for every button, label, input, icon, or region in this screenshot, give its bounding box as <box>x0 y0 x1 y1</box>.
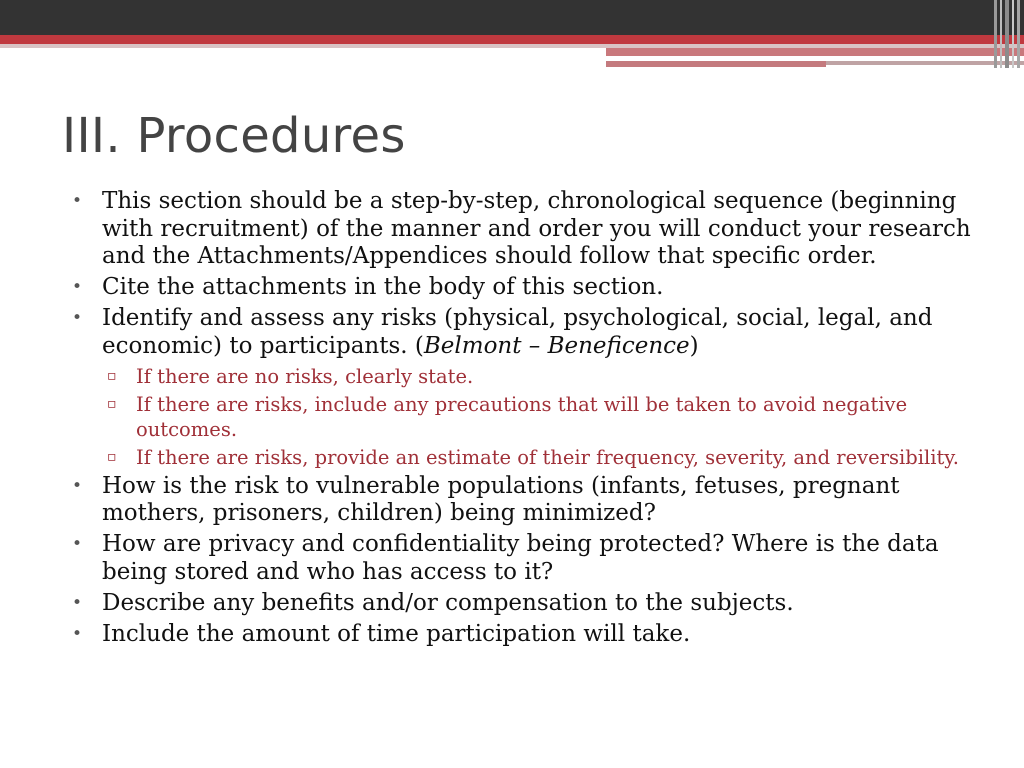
sub-list-item <box>107 445 972 470</box>
list-item: • Include the amount of time participation will take. <box>72 621 972 649</box>
bullet-list <box>72 188 972 652</box>
list-item: • Cite the attachments in the body of this section. <box>72 274 972 302</box>
list-item-italic: Belmont – Beneficence <box>423 332 690 359</box>
list-item-text: ) <box>689 332 699 359</box>
page-title: III. Procedures <box>62 108 406 164</box>
sub-list-item <box>107 392 972 442</box>
list-item-text: Identify and assess any risks (physical, psychological, social, legal, and economic) to participants. ( <box>102 305 933 359</box>
square-bullet-icon: ▫ <box>107 448 117 465</box>
list-item: • This section should be a step-by-step, chronological sequence (beginning with recruitment) of the manner and order you will conduct your research and the Attachments/Appendices should follow that specific order. <box>72 188 972 271</box>
sub-list-item <box>107 364 972 389</box>
header-accent-stripe <box>606 61 826 67</box>
header-accent-stripe <box>606 48 1024 56</box>
sub-list-item-text: If there are risks, include any precautions that will be taken to avoid negative outcomes. <box>136 392 908 441</box>
list-item: • How is the risk to vulnerable populations (infants, fetuses, pregnant mothers, prisoners, children) being minimized? <box>72 473 972 528</box>
list-item: • How are privacy and confidentiality being protected? Where is the data being stored and who has access to it? <box>72 531 972 586</box>
sub-list-item-text: If there are risks, provide an estimate of their frequency, severity, and reversibility. <box>136 445 959 469</box>
sub-list-item-text: If there are no risks, clearly state. <box>136 364 474 388</box>
header-dark-bar <box>0 0 1024 35</box>
square-bullet-icon: ▫ <box>107 367 117 384</box>
square-bullet-icon: ▫ <box>107 395 117 412</box>
list-item: • Describe any benefits and/or compensation to the subjects. <box>72 590 972 618</box>
list-item <box>72 305 972 360</box>
